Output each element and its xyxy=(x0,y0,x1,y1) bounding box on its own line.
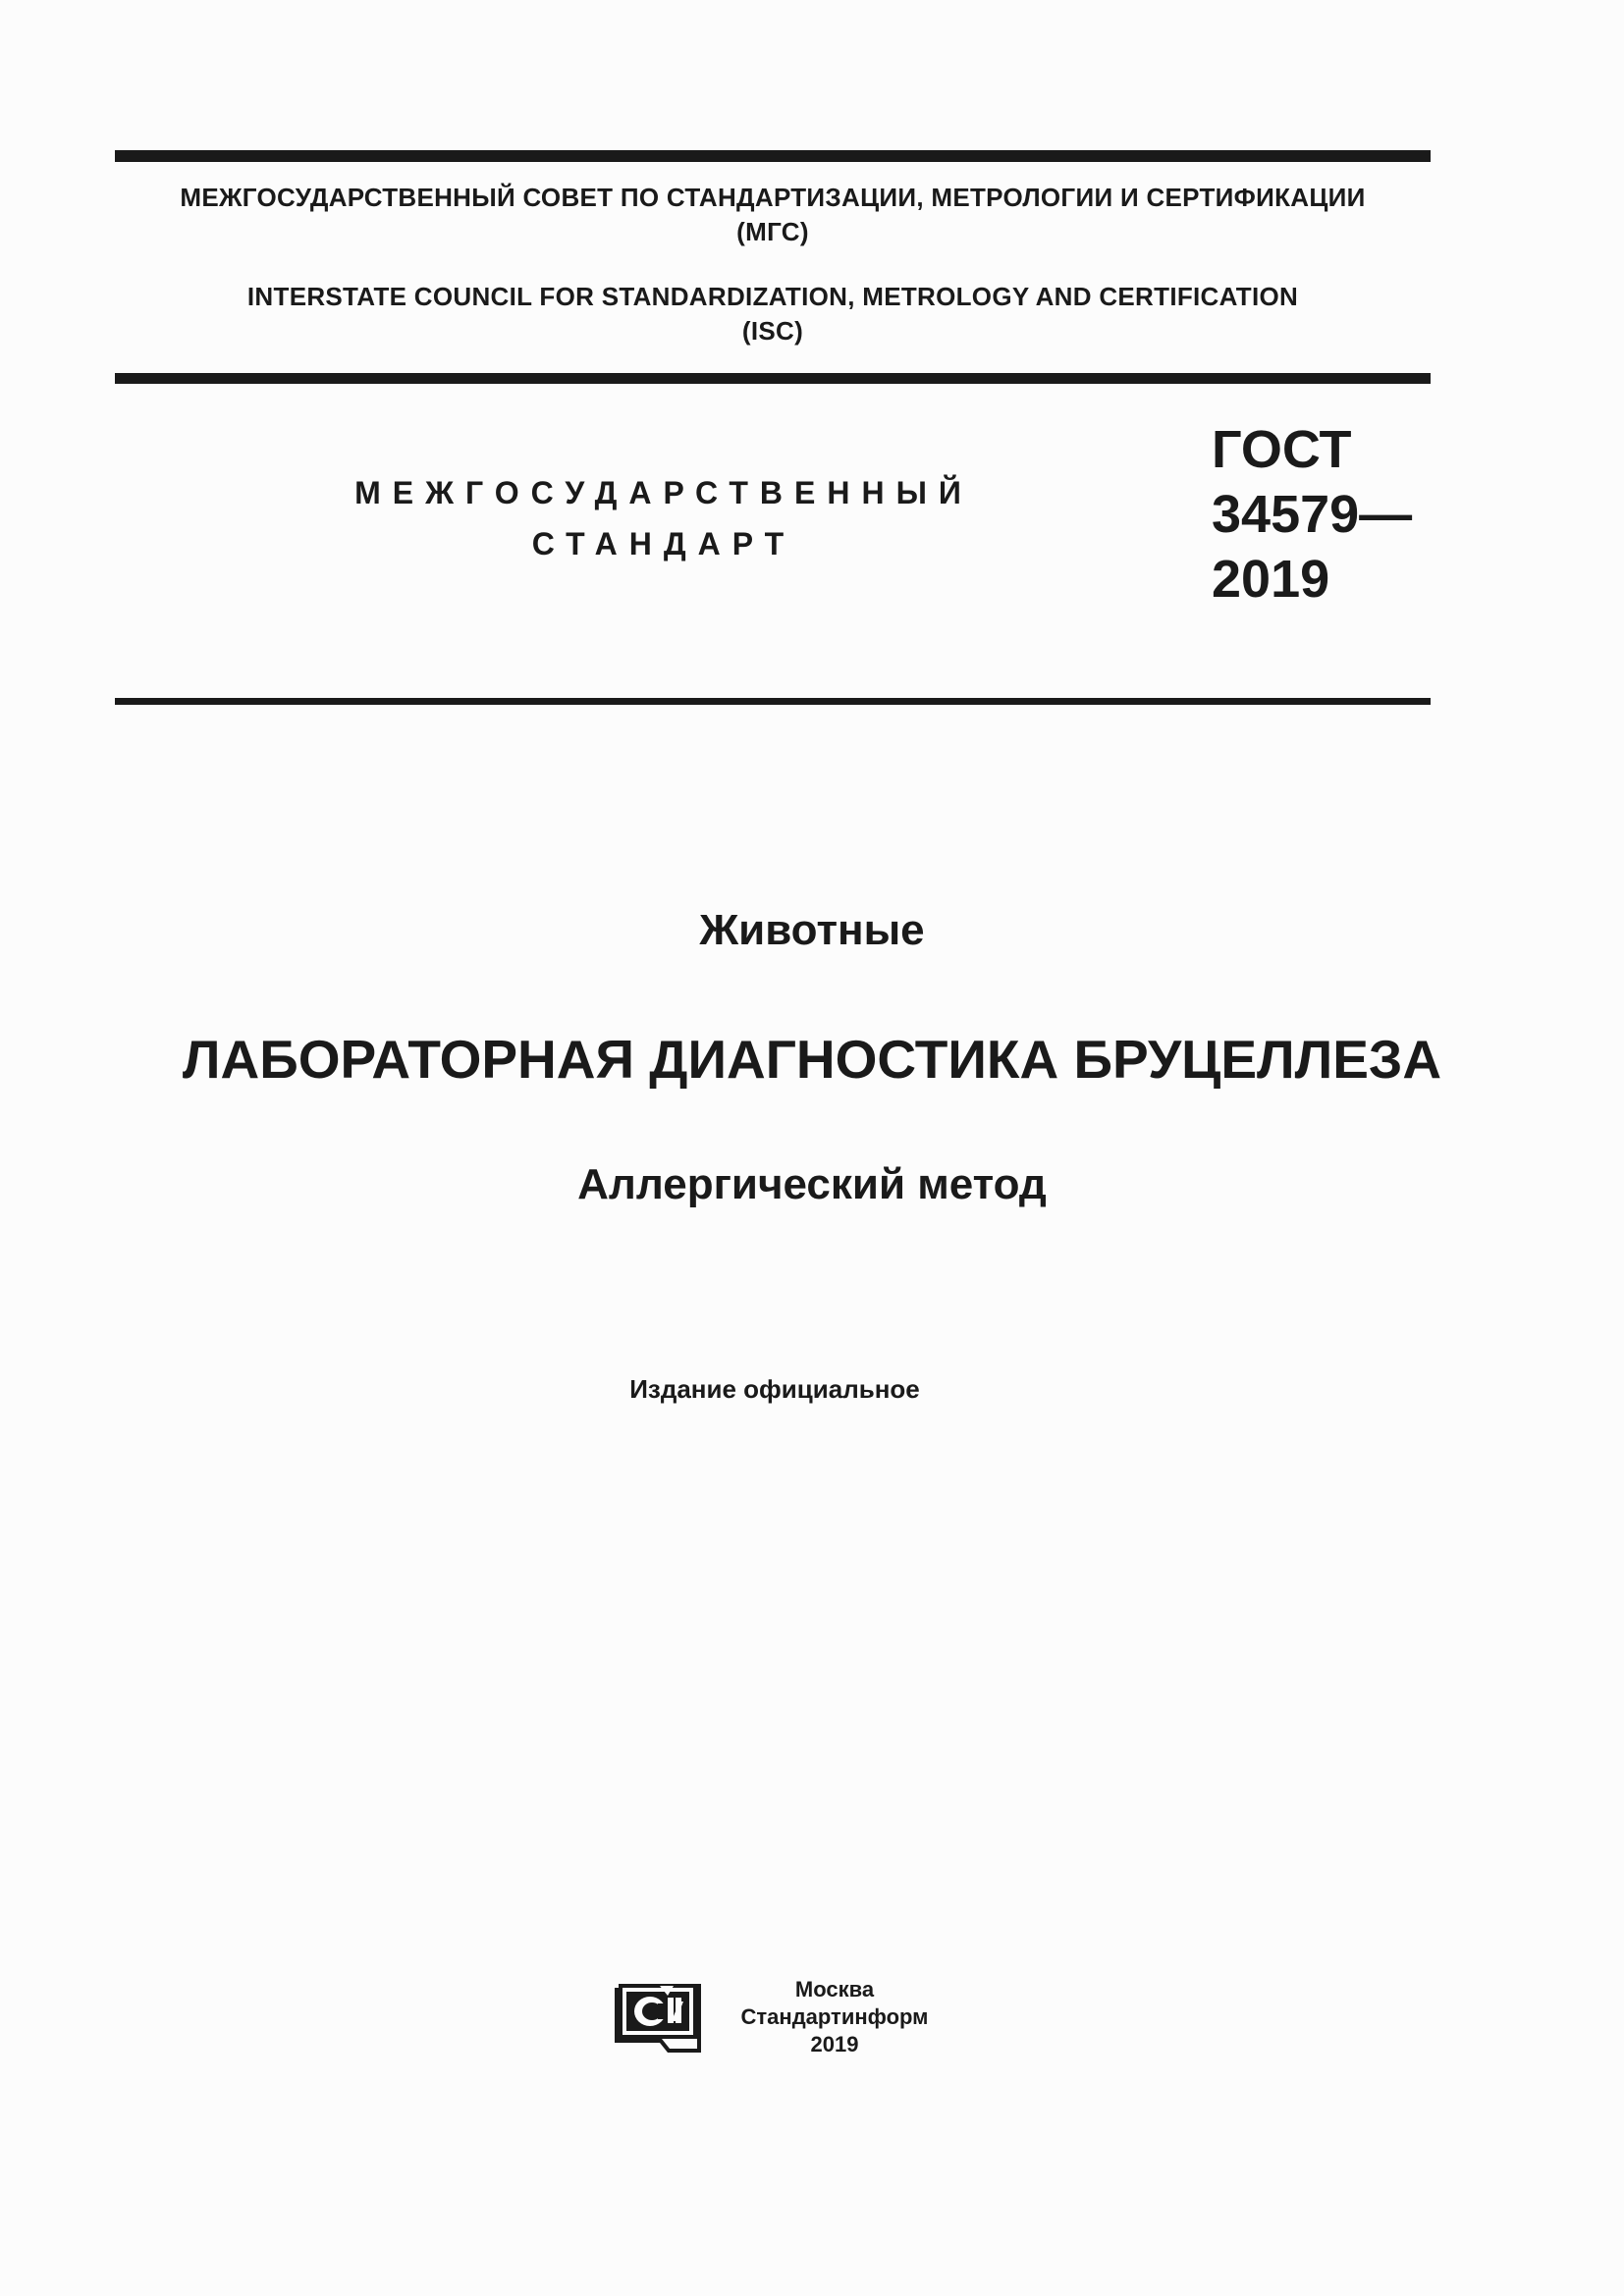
council-name-ru-line1: МЕЖГОСУДАРСТВЕННЫЙ СОВЕТ ПО СТАНДАРТИЗАЦИИ, МЕТРОЛОГИИ И СЕРТИФИКАЦИИ xyxy=(180,183,1366,212)
council-name-en xyxy=(115,280,1431,348)
council-name-en-line1: INTERSTATE COUNCIL FOR STANDARDIZATION, METROLOGY AND CERTIFICATION xyxy=(246,282,1299,311)
council-name-en-line2: (ISC) xyxy=(741,316,804,346)
top-rule xyxy=(115,150,1431,162)
publisher-city: Москва xyxy=(794,1977,875,2002)
council-name-ru-line2: (МГС) xyxy=(736,217,809,246)
council-name-ru xyxy=(115,181,1431,249)
bottom-rule xyxy=(115,698,1431,705)
designation-line2: 34579— xyxy=(1212,485,1413,544)
designation-line3: 2019 xyxy=(1212,550,1330,609)
standard-type xyxy=(295,467,1033,569)
title-sub: Аллергический метод xyxy=(577,1160,1047,1208)
edition-label: Издание официальное xyxy=(629,1374,920,1404)
publisher-name: Стандартинформ xyxy=(740,2004,929,2029)
title-main: ЛАБОРАТОРНАЯ ДИАГНОСТИКА БРУЦЕЛЛЕЗА xyxy=(182,1029,1442,1090)
title-group: Животные xyxy=(699,906,925,954)
publisher-block xyxy=(717,1976,952,2058)
middle-rule xyxy=(115,373,1431,384)
designation-line1: ГОСТ xyxy=(1212,420,1352,479)
standartinform-logo-icon xyxy=(611,1980,705,2056)
standard-designation xyxy=(1212,417,1412,612)
standard-type-line2: СТАНДАРТ xyxy=(531,526,796,561)
publisher-year: 2019 xyxy=(810,2032,859,2056)
standard-type-line1: МЕЖГОСУДАРСТВЕННЫЙ xyxy=(354,475,973,510)
